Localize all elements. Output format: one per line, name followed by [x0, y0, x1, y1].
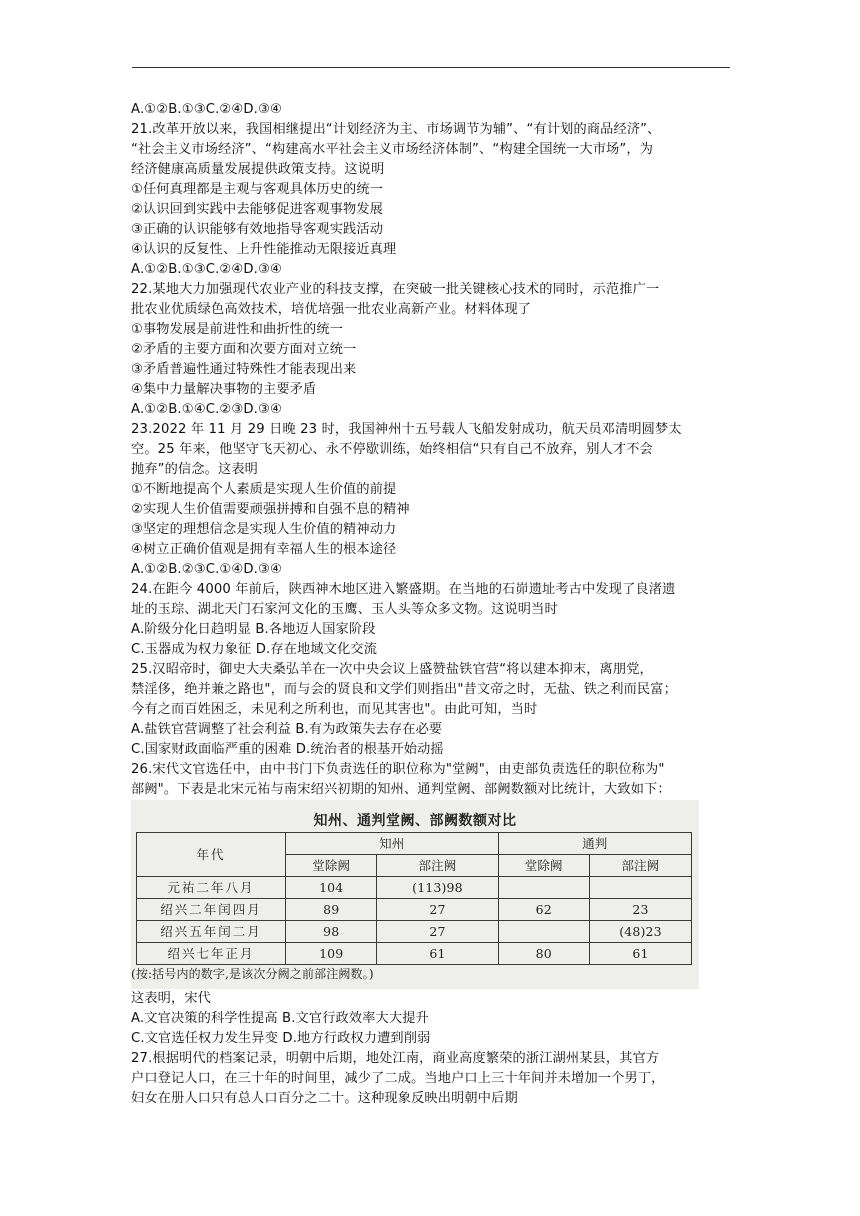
- statement-item: ②认识回到实践中去能够促进客观事物发展: [131, 202, 384, 217]
- answer-options: A.文官决策的科学性提高 B.文官行政效率大大提升: [131, 1011, 429, 1026]
- table-cell: (48)23: [589, 921, 691, 943]
- table-row: [137, 899, 692, 921]
- table-header-group: 通判: [498, 833, 692, 855]
- question-stem-line: “社会主义市场经济”、“构建高水平社会主义市场经济体制”、“构建全国统一大市场”，为: [131, 142, 654, 157]
- q20-options: A.①②B.①③C.②④D.③④: [131, 102, 282, 117]
- table-cell: 61: [589, 943, 691, 965]
- header-rule: [132, 67, 730, 68]
- question-stem-line: 24.在距今 4000 年前后，陕西神木地区进入繁盛期。在当地的石峁遗址考古中发现了良渚遗: [131, 582, 676, 597]
- table-cell: 61: [377, 943, 498, 965]
- answer-options: A.阶级分化日趋明显 B.各地迈人国家阶段: [131, 622, 376, 637]
- statement-item: ①任何真理都是主观与客观具体历史的统一: [131, 182, 384, 197]
- table-cell: 89: [286, 899, 377, 921]
- statement-item: ③正确的认识能够有效地指导客观实践活动: [131, 222, 384, 237]
- answer-options: A.盐铁官营调整了社会利益 B.有为政策失去存在必要: [131, 722, 443, 737]
- table-cell: 62: [498, 899, 589, 921]
- answer-options: C.玉器成为权力象征 D.存在地域文化交流: [131, 642, 378, 657]
- exam-content: [131, 100, 736, 1109]
- answer-options: C.国家财政面临严重的困难 D.统治者的根基开始动摇: [131, 742, 444, 757]
- question-stem-line: 址的玉琮、湖北天门石家河文化的玉鹰、玉人头等众多文物。这说明当时: [131, 602, 558, 617]
- question-stem-line: 禁淫侈，绝并兼之路也"，而与会的贤良和文学们则指出"昔文帝之时，无盐、铁之利而民富；: [131, 682, 677, 697]
- table-row: [137, 921, 692, 943]
- table-subheader: 部注阙: [377, 855, 498, 877]
- statement-item: ④认识的反复性、上升性能推动无限接近真理: [131, 242, 397, 257]
- table-title: 知州、通判堂阙、部阙数额对比: [313, 813, 517, 829]
- question-stem-line: 26.宋代文官选任中，由中书门下负责选任的职位称为"堂阙"，由吏部负责选任的职位称为": [131, 762, 665, 777]
- table-cell: [498, 877, 589, 899]
- table-cell: 104: [286, 877, 377, 899]
- question-26: [131, 760, 736, 1049]
- comparison-table: [136, 832, 692, 965]
- table-cell: 27: [377, 921, 498, 943]
- statement-item: ④集中力量解决事物的主要矛盾: [131, 382, 317, 397]
- table-cell: 27: [377, 899, 498, 921]
- table-cell: [498, 921, 589, 943]
- answer-options: C.文官选任权力发生异变 D.地方行政权力遭到削弱: [131, 1031, 431, 1046]
- question-stem-line: 批农业优质绿色高效技术，培优培强一批农业高新产业。材料体现了: [131, 302, 532, 317]
- statement-item: ④树立正确价值观是拥有幸福人生的根本途径: [131, 542, 397, 557]
- question-25: [131, 660, 736, 760]
- question-stem-line: 部阙"。下表是北宋元祐与南宋绍兴初期的知州、通判堂阙、部阙数额对比统计，大致如下：: [131, 782, 671, 797]
- table-cell: 98: [286, 921, 377, 943]
- table-header-year: 年代: [137, 833, 286, 877]
- statement-item: ②矛盾的主要方面和次要方面对立统一: [131, 342, 357, 357]
- table-header-group: 知州: [286, 833, 499, 855]
- table-cell-year: 元祐二年八月: [137, 877, 286, 899]
- table-cell: 80: [498, 943, 589, 965]
- question-stem-line: 户口登记人口，在三十年的时间里，减少了二成。当地户口上三十年间并未增加一个男丁，: [131, 1071, 665, 1086]
- statement-item: ③坚定的理想信念是实现人生价值的精神动力: [131, 522, 397, 537]
- question-24: [131, 580, 736, 660]
- question-stem-line: 这表明，宋代: [131, 991, 212, 1006]
- table-cell: 109: [286, 943, 377, 965]
- question-stem-line: 空。25 年来，他坚守飞天初心、永不停歇训练，始终相信“只有自己不放弃，别人才不会: [131, 442, 653, 457]
- question-stem-line: 21.改革开放以来，我国相继提出“计划经济为主、市场调节为辅”、“有计划的商品经济”、: [131, 122, 661, 137]
- table-cell: 23: [589, 899, 691, 921]
- answer-options: A.①②B.①④C.②③D.③④: [131, 402, 282, 417]
- statement-item: ②实现人生价值需要顽强拼搏和自强不息的精神: [131, 502, 410, 517]
- question-stem-line: 经济健康高质量发展提供政策支持。这说明: [131, 162, 385, 177]
- answer-options: A.①②B.②③C.①④D.③④: [131, 562, 282, 577]
- table-cell: (113)98: [377, 877, 498, 899]
- table-cell-year: 绍兴七年正月: [137, 943, 286, 965]
- table-note: (按:括号内的数字,是该次分阙之前部注阙数。): [131, 967, 374, 981]
- statement-item: ③矛盾普遍性通过特殊性才能表现出来: [131, 362, 357, 377]
- question-stem-line: 27.根据明代的档案记录，明朝中后期，地处江南，商业高度繁荣的浙江湖州某县，其官方: [131, 1051, 660, 1066]
- answer-options: A.①②B.①③C.②④D.③④: [131, 262, 282, 277]
- table-cell: [589, 877, 691, 899]
- question-stem-line: 25.汉昭帝时，御史大夫桑弘羊在一次中央会议上盛赞盐铁官营“将以建本抑末，离朋党，: [131, 662, 653, 677]
- question-27: [131, 1049, 736, 1109]
- table-subheader: 堂除阙: [498, 855, 589, 877]
- question-stem-line: 今有之而百姓困乏，未见利之所利也，而见其害也"。由此可知，当时: [131, 702, 538, 717]
- table-header-row: [137, 833, 692, 855]
- question-22: [131, 280, 736, 420]
- table-cell-year: 绍兴二年闰四月: [137, 899, 286, 921]
- question-stem-line: 23.2022 年 11 月 29 日晚 23 时，我国神州十五号载人飞船发射成功，航天员邓清明圆梦太: [131, 422, 682, 437]
- statement-item: ①不断地提高个人素质是实现人生价值的前提: [131, 482, 397, 497]
- question-23: [131, 420, 736, 580]
- table-cell-year: 绍兴五年闰二月: [137, 921, 286, 943]
- table-subheader: 部注阙: [589, 855, 691, 877]
- question-21: [131, 120, 736, 280]
- question-stem-line: 抛弃”的信念。这表明: [131, 462, 259, 477]
- table-scan-image: [131, 800, 699, 989]
- question-stem-line: 22.某地大力加强现代农业产业的科技支撑，在突破一批关键核心技术的同时，示范推广一: [131, 282, 660, 297]
- table-row: [137, 877, 692, 899]
- statement-item: ①事物发展是前进性和曲折性的统一: [131, 322, 344, 337]
- question-stem-line: 妇女在册人口只有总人口百分之二十。这种现象反映出明朝中后期: [131, 1091, 518, 1106]
- table-subheader: 堂除阙: [286, 855, 377, 877]
- table-row: [137, 943, 692, 965]
